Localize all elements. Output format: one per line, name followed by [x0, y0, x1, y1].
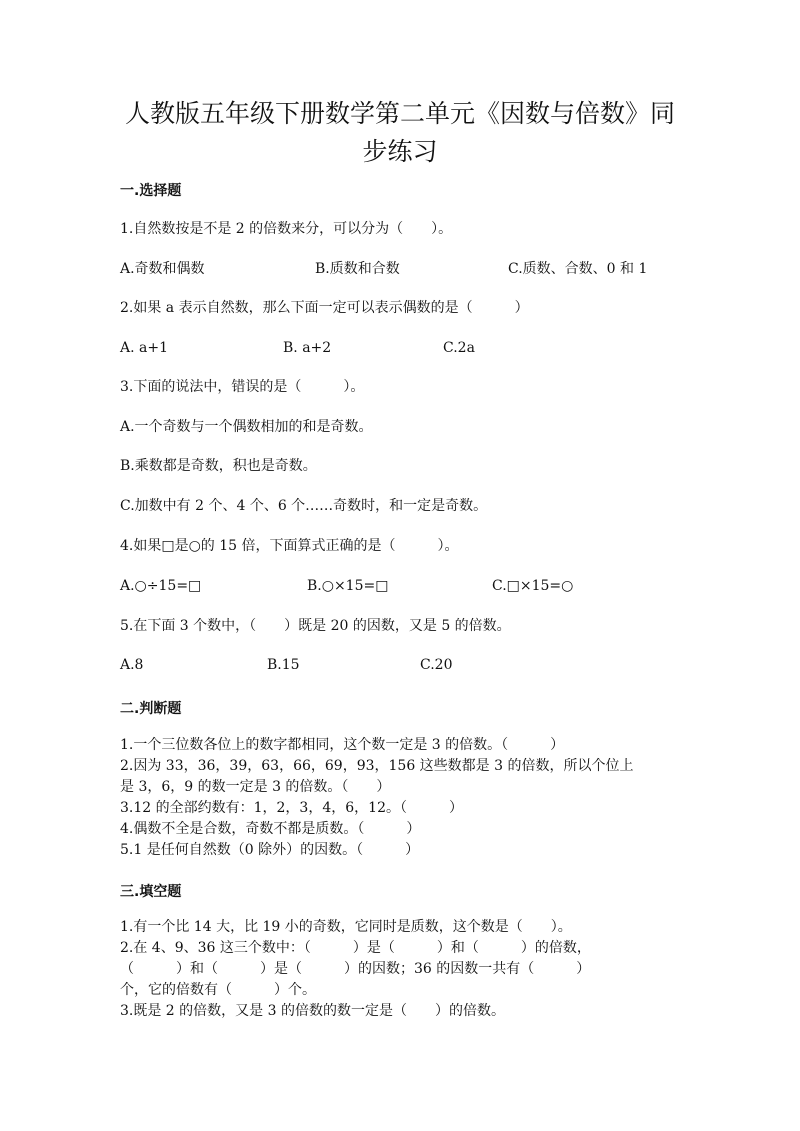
fill-line: 2.在 4、9、36 这三个数中：（ ）是（ ）和（ ）的倍数， — [120, 940, 591, 956]
choice-q2-option-a: A. a+1 — [120, 340, 168, 356]
choice-q4-option-a: A.○÷15=□ — [120, 578, 202, 594]
page-title — [100, 95, 700, 171]
judge-line: 4.偶数不全是合数，奇数不都是质数。（ ） — [120, 821, 421, 837]
choice-q5-option-b: B.15 — [267, 657, 300, 673]
choice-q2-option-c: C.2a — [443, 340, 475, 356]
choice-q5-option-c: C.20 — [420, 657, 453, 673]
choice-q1-option-b: B.质数和合数 — [315, 261, 400, 277]
fill-line: 个，它的倍数有（ ）个。 — [120, 982, 316, 998]
choice-q1-option-c: C.质数、合数、0 和 1 — [508, 261, 648, 277]
choice-q3-option-c: C.加数中有 2 个、4 个、6 个……奇数时，和一定是奇数。 — [120, 498, 488, 514]
title-line-2: 步练习 — [362, 137, 438, 166]
choice-q2: 2.如果 a 表示自然数，那么下面一定可以表示偶数的是（ ） — [120, 300, 529, 316]
fill-line: 1.有一个比 14 大，比 19 小的奇数，它同时是质数，这个数是（ ）。 — [120, 919, 572, 935]
choice-q3: 3.下面的说法中，错误的是（ ）。 — [120, 379, 365, 395]
section-heading-choice: 一.选择题 — [120, 183, 182, 199]
fill-line: （ ）和（ ）是（ ）的因数；36 的因数一共有（ ） — [120, 961, 591, 977]
choice-q4: 4.如果□是○的 15 倍，下面算式正确的是（ ）。 — [120, 538, 459, 554]
choice-q2-option-b: B. a+2 — [283, 340, 332, 356]
fill-line: 3.既是 2 的倍数，又是 3 的倍数的数一定是（ ）的倍数。 — [120, 1003, 505, 1019]
judge-line: 是 3，6，9 的数一定是 3 的倍数。（ ） — [120, 779, 391, 795]
choice-q3-option-a: A.一个奇数与一个偶数相加的和是奇数。 — [120, 419, 373, 435]
judge-line: 1.一个三位数各位上的数字都相同，这个数一定是 3 的倍数。（ ） — [120, 737, 565, 753]
choice-q1: 1.自然数按是不是 2 的倍数来分，可以分为（ ）。 — [120, 221, 453, 237]
fill-list — [120, 917, 680, 1022]
judge-line: 2.因为 33，36，39，63，66，69，93，156 这些数都是 3 的倍数，所以个位上 — [120, 758, 634, 774]
section-heading-fill: 三.填空题 — [120, 884, 182, 900]
choice-q5: 5.在下面 3 个数中，（ ）既是 20 的因数，又是 5 的倍数。 — [120, 618, 511, 634]
judge-line: 3.12 的全部约数有：1，2，3，4，6，12。（ ） — [120, 800, 463, 816]
judge-list — [120, 735, 680, 861]
choice-q4-option-b: B.○×15=□ — [307, 578, 389, 594]
section-heading-judge: 二.判断题 — [120, 701, 182, 717]
choice-q5-option-a: A.8 — [120, 657, 144, 673]
choice-q1-option-a: A.奇数和偶数 — [120, 261, 205, 277]
judge-line: 5.1 是任何自然数（0 除外）的因数。（ ） — [120, 842, 420, 858]
choice-q3-option-b: B.乘数都是奇数，积也是奇数。 — [120, 458, 317, 474]
title-line-1: 人教版五年级下册数学第二单元《因数与倍数》同 — [124, 99, 675, 128]
choice-q4-option-c: C.□×15=○ — [492, 578, 574, 594]
